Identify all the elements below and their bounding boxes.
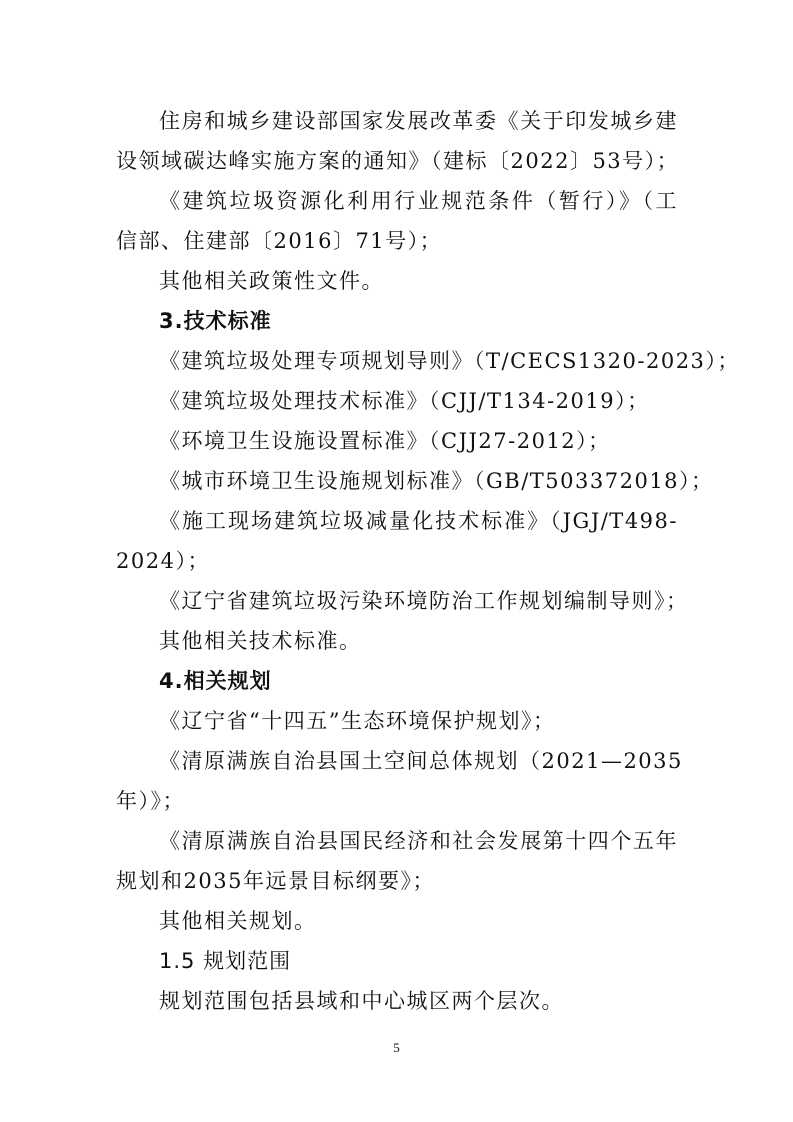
policy-doc-carbon-peak-line2: 设领域碳达峰实施方案的通知》（建标〔2022〕53号）；: [116, 149, 680, 173]
section-heading-related-plans: 4.相关规划: [159, 669, 272, 693]
other-policy-docs: 其他相关政策性文件。: [159, 269, 384, 293]
policy-doc-waste-reuse-line2: 信部、住建部〔2016〕71号）；: [116, 229, 443, 253]
policy-doc-waste-reuse-line1: 《建筑垃圾资源化利用行业规范条件（暂行）》（工: [159, 189, 678, 213]
plan-item-3-line1: 《清原满族自治县国民经济和社会发展第十四个五年: [159, 829, 678, 853]
plan-item-1: 《辽宁省“十四五”生态环境保护规划》；: [159, 709, 556, 733]
section-heading-planning-scope: 1.5 规划范围: [159, 949, 292, 973]
standard-item-6: 《辽宁省建筑垃圾污染环境防治工作规划编制导则》；: [159, 589, 689, 613]
page-number: 5: [393, 1040, 400, 1055]
planning-scope-text: 规划范围包括县域和中心城区两个层次。: [159, 989, 564, 1013]
section-heading-technical-standards: 3.技术标准: [159, 309, 272, 333]
plan-item-3-line2: 规划和2035年远景目标纲要》；: [116, 869, 435, 893]
plan-item-2-line2: 年）》；: [116, 789, 185, 813]
standard-item-5-line2: 2024）；: [116, 549, 210, 573]
standard-item-5-line1: 《施工现场建筑垃圾减量化技术标准》（JGJ/T498-: [159, 509, 678, 533]
other-technical-standards: 其他相关技术标准。: [159, 629, 362, 653]
standard-item-2: 《建筑垃圾处理技术标准》（CJJ/T134-2019）；: [159, 389, 650, 413]
standard-item-1: 《建筑垃圾处理专项规划导则》（T/CECS1320-2023）；: [159, 349, 740, 373]
other-related-plans: 其他相关规划。: [159, 909, 317, 933]
policy-doc-carbon-peak-line1: 住房和城乡建设部国家发展改革委《关于印发城乡建: [159, 109, 678, 133]
plan-item-2-line1: 《清原满族自治县国土空间总体规划（2021—2035: [159, 749, 683, 773]
standard-item-3: 《环境卫生设施设置标准》（CJJ27-2012）；: [159, 429, 611, 453]
standard-item-4: 《城市环境卫生设施规划标准》（GB/T503372018）；: [159, 469, 714, 493]
